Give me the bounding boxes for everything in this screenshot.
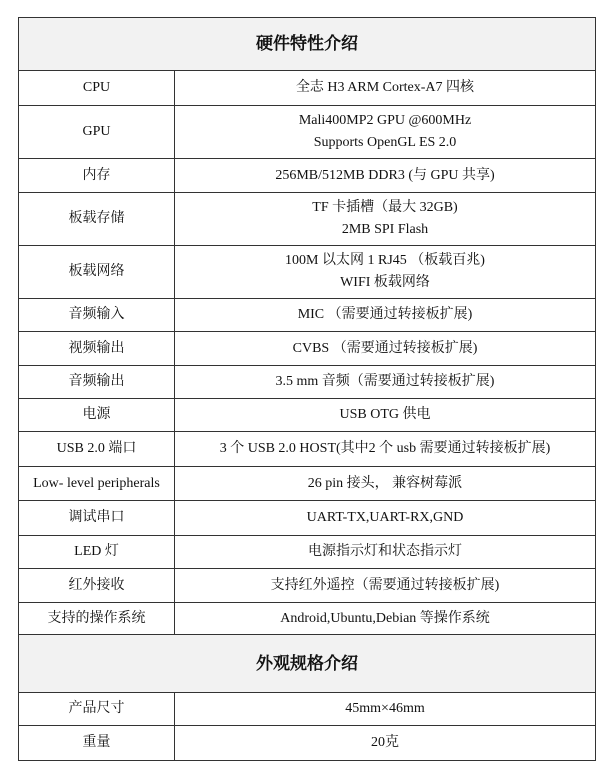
row-label: Low- level peripherals	[19, 467, 175, 501]
section-header-hardware	[19, 18, 596, 71]
table-row	[19, 536, 596, 569]
table-row	[19, 106, 596, 159]
row-label: 板载网络	[19, 246, 175, 299]
table-row	[19, 299, 596, 332]
table-row	[19, 71, 596, 106]
row-value: 3.5 mm 音频（需要通过转接板扩展)	[175, 366, 596, 399]
row-value: 45mm×46mm	[175, 693, 596, 726]
section-title: 硬件特性介绍	[19, 18, 596, 71]
row-value: UART-TX,UART-RX,GND	[175, 501, 596, 536]
table-row	[19, 246, 596, 299]
row-value: 20克	[175, 726, 596, 761]
table-row	[19, 501, 596, 536]
row-label: 支持的操作系统	[19, 603, 175, 635]
row-value: 256MB/512MB DDR3 (与 GPU 共享)	[175, 159, 596, 193]
row-value: 3 个 USB 2.0 HOST(其中2 个 usb 需要通过转接板扩展)	[175, 432, 596, 467]
row-value: CVBS （需要通过转接板扩展)	[175, 332, 596, 366]
row-value: 26 pin 接头， 兼容树莓派	[175, 467, 596, 501]
row-label: 板载存储	[19, 193, 175, 246]
row-value: 电源指示灯和状态指示灯	[175, 536, 596, 569]
row-label: 内存	[19, 159, 175, 193]
row-label: CPU	[19, 71, 175, 106]
row-label: LED 灯	[19, 536, 175, 569]
table-row	[19, 726, 596, 761]
row-label: USB 2.0 端口	[19, 432, 175, 467]
table-row	[19, 467, 596, 501]
row-value: TF 卡插槽（最大 32GB) 2MB SPI Flash	[175, 193, 596, 246]
row-label: 音频输出	[19, 366, 175, 399]
table-row	[19, 432, 596, 467]
table-row	[19, 159, 596, 193]
section-header-appearance	[19, 635, 596, 693]
row-value: Mali400MP2 GPU @600MHz Supports OpenGL ES 2.0	[175, 106, 596, 159]
row-label: 红外接收	[19, 569, 175, 603]
section-title: 外观规格介绍	[19, 635, 596, 693]
row-label: 音频输入	[19, 299, 175, 332]
row-value: 100M 以太网 1 RJ45 （板载百兆) WIFI 板载网络	[175, 246, 596, 299]
row-value: MIC （需要通过转接板扩展)	[175, 299, 596, 332]
row-label: 电源	[19, 399, 175, 432]
table-row	[19, 603, 596, 635]
row-label: 调试串口	[19, 501, 175, 536]
table-row	[19, 332, 596, 366]
row-value: 支持红外遥控（需要通过转接板扩展)	[175, 569, 596, 603]
table-row	[19, 569, 596, 603]
row-label: 视频输出	[19, 332, 175, 366]
table-row	[19, 693, 596, 726]
row-label: 产品尺寸	[19, 693, 175, 726]
table-row	[19, 399, 596, 432]
row-value: USB OTG 供电	[175, 399, 596, 432]
row-value: Android,Ubuntu,Debian 等操作系统	[175, 603, 596, 635]
spec-sheet	[18, 17, 596, 761]
spec-table	[18, 17, 596, 761]
row-value: 全志 H3 ARM Cortex-A7 四核	[175, 71, 596, 106]
table-row	[19, 366, 596, 399]
table-row	[19, 193, 596, 246]
row-label: GPU	[19, 106, 175, 159]
row-label: 重量	[19, 726, 175, 761]
